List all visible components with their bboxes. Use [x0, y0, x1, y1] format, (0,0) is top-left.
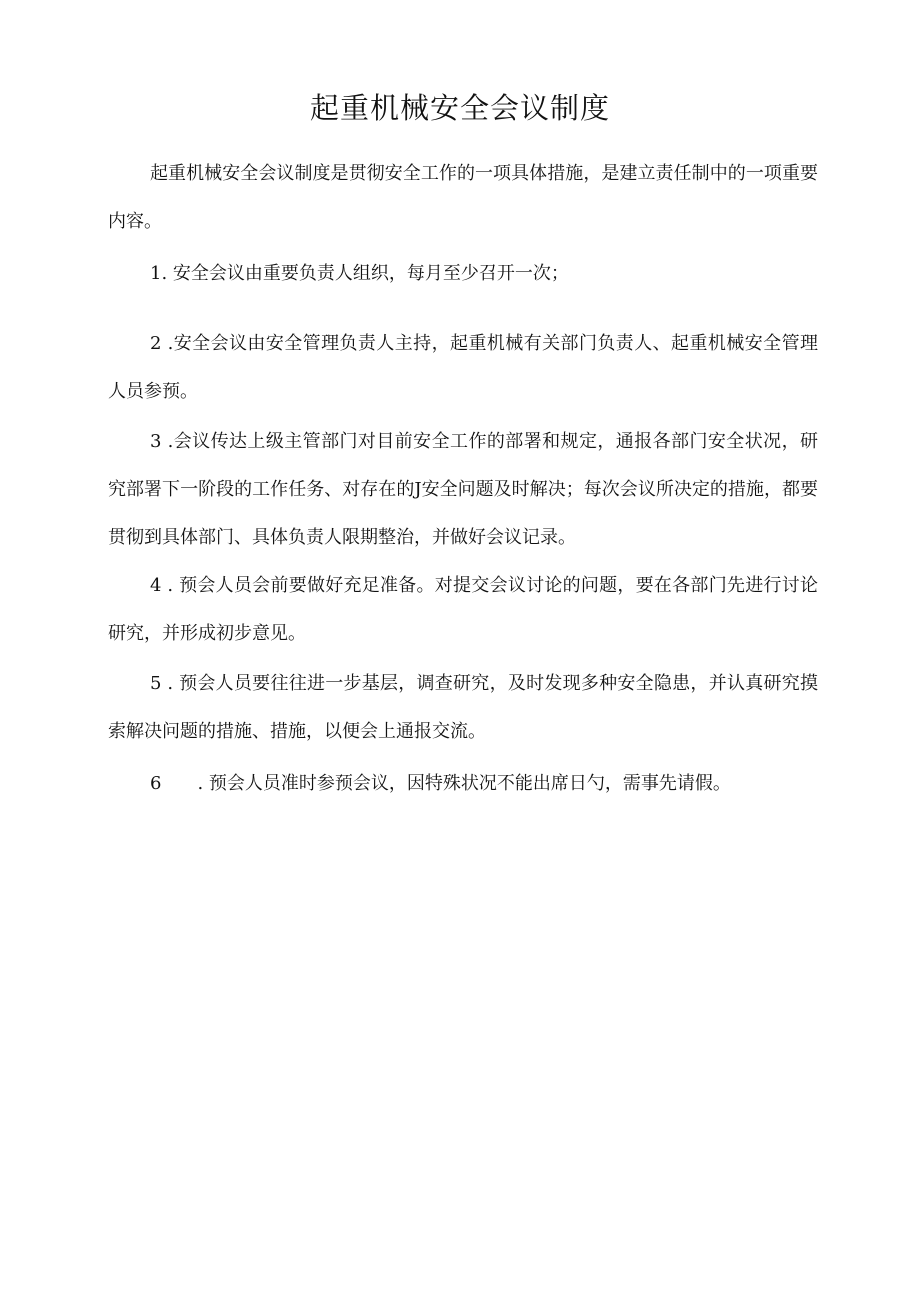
item-5 — [108, 660, 818, 756]
item-5-number: 5 — [150, 673, 162, 694]
item-4-text: . 预会人员会前要做好充足准备。对提交会议讨论的问题，要在各部门先进行讨论研究，并形成初步意见。 — [108, 575, 818, 644]
item-2-text: .安全会议由安全管理负责人主持，起重机械有关部门负责人、起重机械安全管理人员参预。 — [108, 333, 818, 402]
item-2 — [108, 320, 818, 416]
item-4-number: 4 — [150, 575, 162, 596]
intro-paragraph: 起重机械安全会议制度是贯彻安全工作的一项具体措施，是建立责任制中的一项重要内容。 — [108, 163, 818, 232]
document-title: 起重机械安全会议制度 — [309, 91, 610, 125]
item-1 — [108, 250, 818, 298]
item-1-number: 1 — [150, 263, 162, 284]
item-3-text: .会议传达上级主管部门对目前安全工作的部署和规定，通报各部门安全状况，研究部署下一阶段的工作任务、对存在的J安全问题及时解决；每次会议所决定的措施，都要贯彻到具体部门、具体负责人限期整治，并做好会议记录。 — [108, 431, 818, 548]
item-6 — [108, 760, 818, 808]
item-5-text: . 预会人员要往往进一步基层，调查研究，及时发现多种安全隐患，并认真研究摸索解决问题的措施、措施，以便会上通报交流。 — [108, 673, 818, 742]
item-2-number: 2 — [150, 333, 162, 354]
item-6-text: . 预会人员准时参预会议，因特殊状况不能出席日勺，需事先请假。 — [197, 773, 731, 794]
item-4 — [108, 562, 818, 658]
item-3 — [108, 418, 818, 562]
item-3-number: 3 — [150, 431, 162, 452]
item-6-number: 6 — [150, 773, 162, 794]
item-1-text: . 安全会议由重要负责人组织，每月至少召开一次； — [161, 263, 569, 284]
